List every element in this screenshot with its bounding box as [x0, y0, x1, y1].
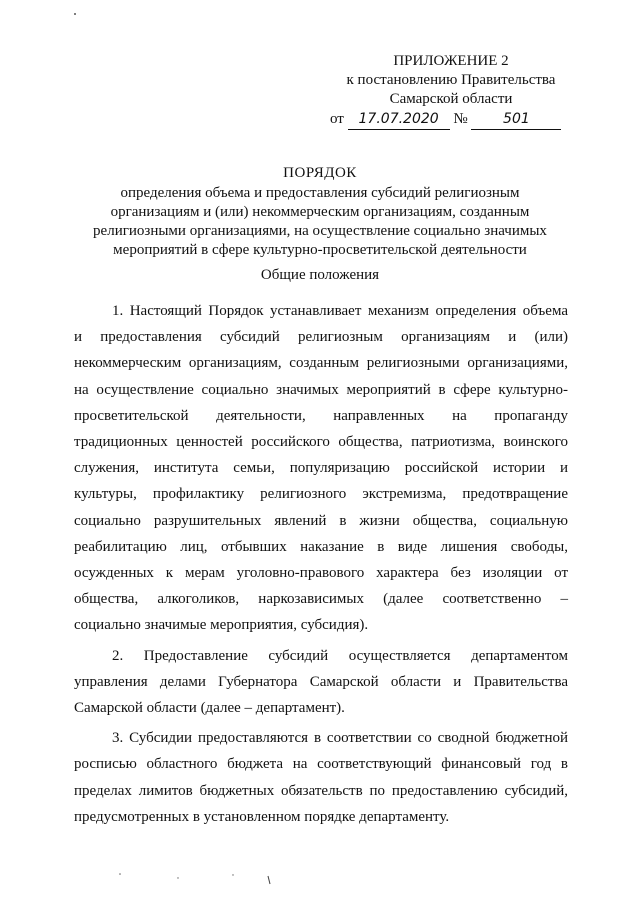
- paragraph-line: некоммерческим организациям, созданным религиозными организациями,: [74, 355, 568, 372]
- paragraph-line: просветительской деятельности, направленных на пропаганду: [74, 407, 568, 424]
- paragraph-line: осужденных к мерам уголовно-правового характера без изоляции от: [74, 565, 568, 582]
- paragraph-line: 2. Предоставление субсидий осуществляется департаментом: [112, 647, 568, 664]
- title-line: религиозными организациями, на осуществление социально значимых: [93, 223, 547, 239]
- paragraph-line: социально разрушительных явлений в жизни общества, социальную: [74, 512, 568, 529]
- paragraph-line: Самарской области (далее – департамент).: [74, 700, 345, 717]
- number-label: №: [453, 111, 468, 127]
- appendix-region: Самарской области: [389, 91, 513, 107]
- paragraph-line: общества, алкоголиков, наркозависимых (далее соответственно –: [74, 591, 568, 608]
- paragraph-line: пределах лимитов бюджетных обязательств по предоставлению субсидий,: [74, 782, 568, 799]
- paragraph-line: культуры, профилактику религиозного экстремизма, предотвращение: [74, 486, 568, 503]
- paragraph-line: предусмотренных в установленном порядке департаменту.: [74, 808, 450, 825]
- paragraph-3: [74, 725, 568, 830]
- paragraph-line: служения, института семьи, популяризацию российской истории и: [74, 460, 568, 477]
- title-head: ПОРЯДОК: [283, 165, 357, 181]
- resolution-date: 17.07.2020: [348, 110, 450, 130]
- document-title: [60, 164, 580, 260]
- paragraph-line: и предоставления субсидий религиозным организациям и (или): [74, 329, 568, 346]
- document-body: [74, 298, 568, 834]
- paragraph-line: социально значимые мероприятия, субсидия).: [74, 617, 369, 634]
- title-line: мероприятий в сфере культурно-просветительской деятельности: [113, 242, 527, 258]
- appendix-title: ПРИЛОЖЕНИЕ 2: [393, 53, 509, 69]
- title-line: определения объема и предоставления субсидий религиозным: [120, 185, 520, 201]
- paragraph-line: 3. Субсидии предоставляются в соответствии со сводной бюджетной: [112, 730, 568, 747]
- appendix-ref: к постановлению Правительства: [346, 72, 556, 88]
- title-line: организациям и (или) некоммерческим организациям, созданным: [110, 204, 530, 220]
- paragraph-line: традиционных ценностей российского общества, патриотизма, воинского: [74, 434, 568, 451]
- paragraph-2: [74, 643, 568, 722]
- paragraph-line: управления делами Губернатора Самарской области и Правительства: [74, 673, 568, 690]
- date-prefix: от: [330, 111, 344, 127]
- paragraph-line: 1. Настоящий Порядок устанавливает механизм определения объема: [112, 303, 568, 319]
- paragraph-line: реабилитацию лиц, отбывших наказание в виде лишения свободы,: [74, 538, 568, 555]
- appendix-header: [320, 52, 582, 109]
- resolution-date-number: [330, 110, 570, 130]
- resolution-number: 501: [471, 110, 561, 130]
- paragraph-line: росписью областного бюджета на соответствующий финансовый год в: [74, 756, 568, 773]
- paragraph-line: на осуществление социально значимых мероприятий в сфере культурно-: [74, 381, 568, 398]
- section-heading: Общие положения: [260, 267, 380, 283]
- paragraph-1: [74, 298, 568, 639]
